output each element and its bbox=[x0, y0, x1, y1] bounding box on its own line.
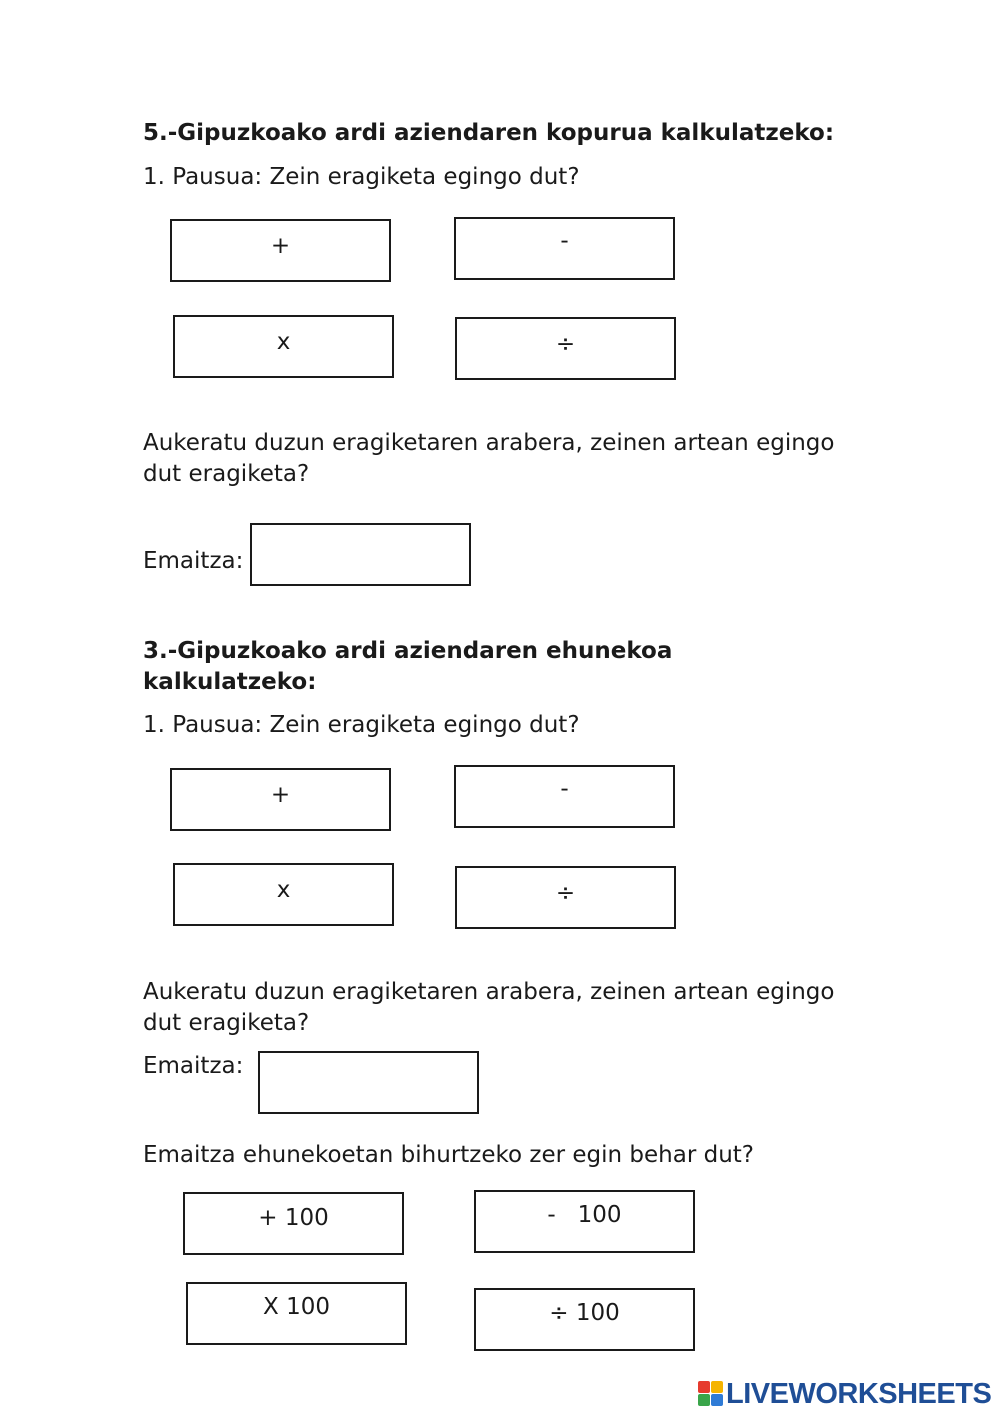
section-b-divide-option[interactable]: ÷ bbox=[455, 866, 676, 929]
section-a-divide-option[interactable]: ÷ bbox=[455, 317, 676, 380]
logo-square-red bbox=[698, 1381, 710, 1393]
section-b-question-line2: dut eragiketa? bbox=[143, 1010, 310, 1036]
percent-multiply-100-option[interactable]: X 100 bbox=[186, 1282, 407, 1345]
section-b-plus-option[interactable]: + bbox=[170, 768, 391, 831]
percent-divide-100-option[interactable]: ÷ 100 bbox=[474, 1288, 695, 1351]
liveworksheets-logo bbox=[698, 1378, 991, 1410]
section-a-question-line1: Aukeratu duzun eragiketaren arabera, zeinen artean egingo bbox=[143, 430, 835, 456]
liveworksheets-logo-icon bbox=[698, 1381, 724, 1407]
section-a-minus-option[interactable]: - bbox=[454, 217, 675, 280]
percent-minus-100-option[interactable]: - 100 bbox=[474, 1190, 695, 1253]
percent-plus-100-option[interactable]: + 100 bbox=[183, 1192, 404, 1255]
logo-square-yellow bbox=[711, 1381, 723, 1393]
section-a-question-line2: dut eragiketa? bbox=[143, 461, 310, 487]
section-a-multiply-option[interactable]: x bbox=[173, 315, 394, 378]
section-b-title-line1: 3.-Gipuzkoako ardi aziendaren ehunekoa bbox=[143, 638, 673, 664]
logo-square-green bbox=[698, 1394, 710, 1406]
section-a-step: 1. Pausua: Zein eragiketa egingo dut? bbox=[143, 164, 580, 190]
section-a-result-input[interactable] bbox=[250, 523, 471, 586]
section-b-step: 1. Pausua: Zein eragiketa egingo dut? bbox=[143, 712, 580, 738]
section-b-question-line1: Aukeratu duzun eragiketaren arabera, zeinen artean egingo bbox=[143, 979, 835, 1005]
section-b-result-input[interactable] bbox=[258, 1051, 479, 1114]
section-a-plus-option[interactable]: + bbox=[170, 219, 391, 282]
section-a-result-label: Emaitza: bbox=[143, 548, 244, 574]
section-b-percent-question: Emaitza ehunekoetan bihurtzeko zer egin behar dut? bbox=[143, 1142, 755, 1168]
logo-text: LIVEWORKSHEETS bbox=[726, 1377, 992, 1410]
section-b-result-label: Emaitza: bbox=[143, 1053, 244, 1079]
section-a-title: 5.-Gipuzkoako ardi aziendaren kopurua kalkulatzeko: bbox=[143, 120, 835, 146]
logo-square-blue bbox=[711, 1394, 723, 1406]
section-b-title-line2: kalkulatzeko: bbox=[143, 669, 317, 695]
section-b-minus-option[interactable]: - bbox=[454, 765, 675, 828]
section-b-multiply-option[interactable]: x bbox=[173, 863, 394, 926]
